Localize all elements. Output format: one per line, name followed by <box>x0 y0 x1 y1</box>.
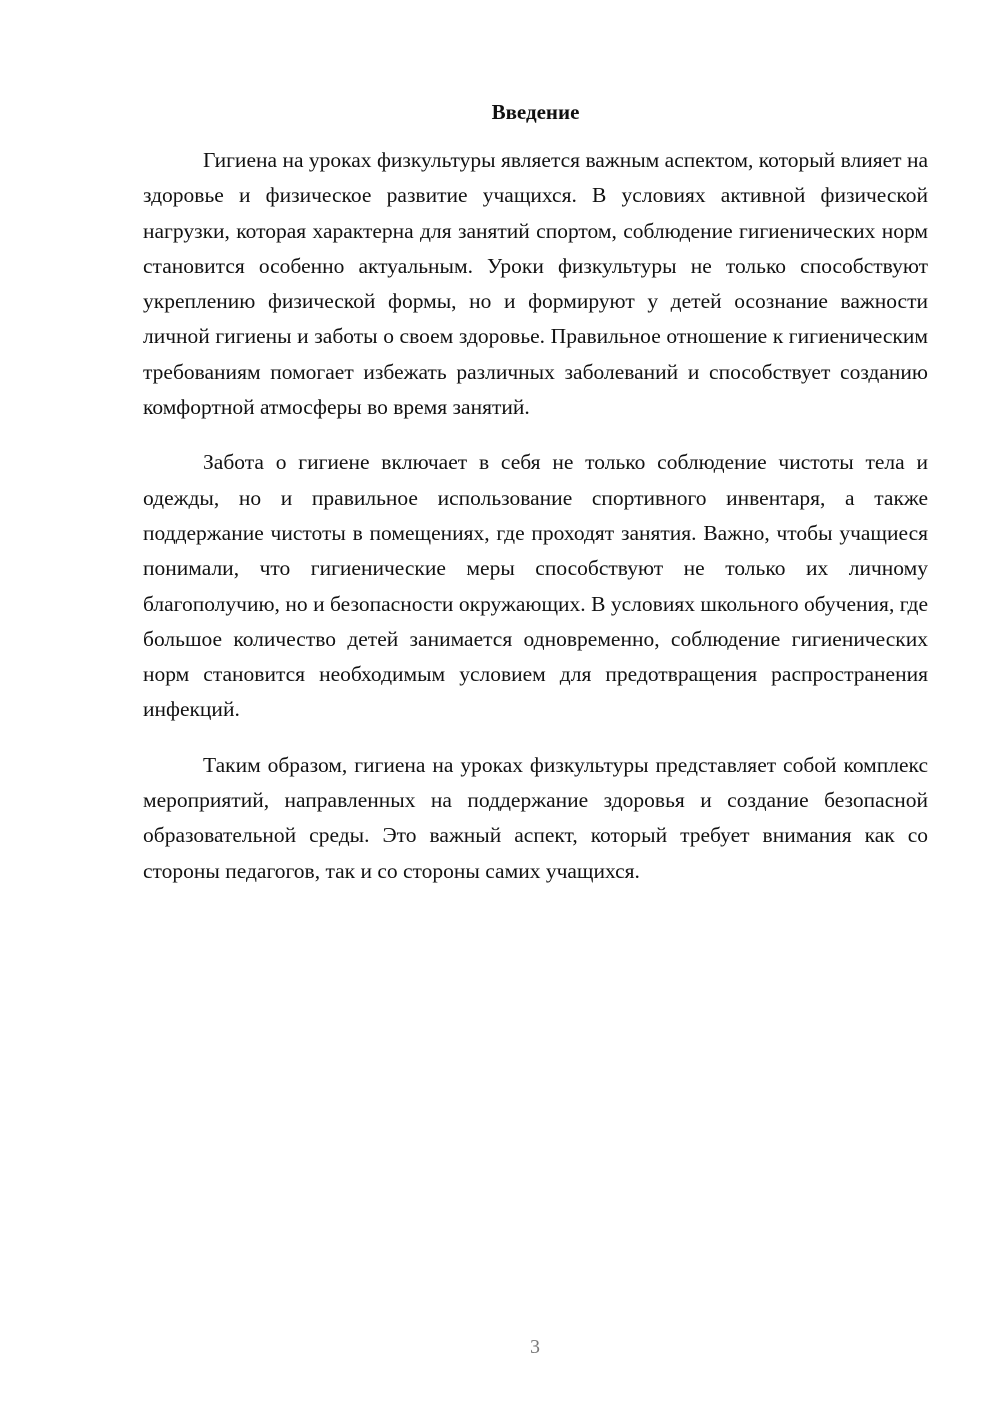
paragraph-2: Забота о гигиене включает в себя не только соблюдение чистоты тела и одежды, но и правильное использование спортивного инвентаря, а также поддержание чистоты в помещениях, где проходят занятия. Важно, чтобы учащиеся понимали, что гигиенические меры способствуют не только их личному благополучию, но и безопасности окружающих. В условиях школьного обучения, где большое количество детей занимается одновременно, соблюдение гигиенических норм становится необходимым условием для предотвращения распространения инфекций. <box>143 450 928 722</box>
body-text <box>143 143 928 909</box>
paragraph-1: Гигиена на уроках физкультуры является важным аспектом, который влияет на здоровье и физическое развитие учащихся. В условиях активной физической нагрузки, которая характерна для занятий спортом, соблюдение гигиенических норм становится особенно актуальным. Уроки физкультуры не только способствуют укреплению физической формы, но и формируют у детей осознание важности личной гигиены и заботы о своем здоровье. Правильное отношение к гигиеническим требованиям помогает избежать различных заболеваний и способствует созданию комфортной атмосферы во время занятий. <box>143 148 928 420</box>
paragraph-3: Таким образом, гигиена на уроках физкультуры представляет собой комплекс мероприятий, направленных на поддержание здоровья и создание безопасной образовательной среды. Это важный аспект, который требует внимания как со стороны педагогов, так и со стороны самих учащихся. <box>143 752 928 883</box>
page-number: 3 <box>530 1336 540 1358</box>
section-title: Введение <box>491 100 580 124</box>
